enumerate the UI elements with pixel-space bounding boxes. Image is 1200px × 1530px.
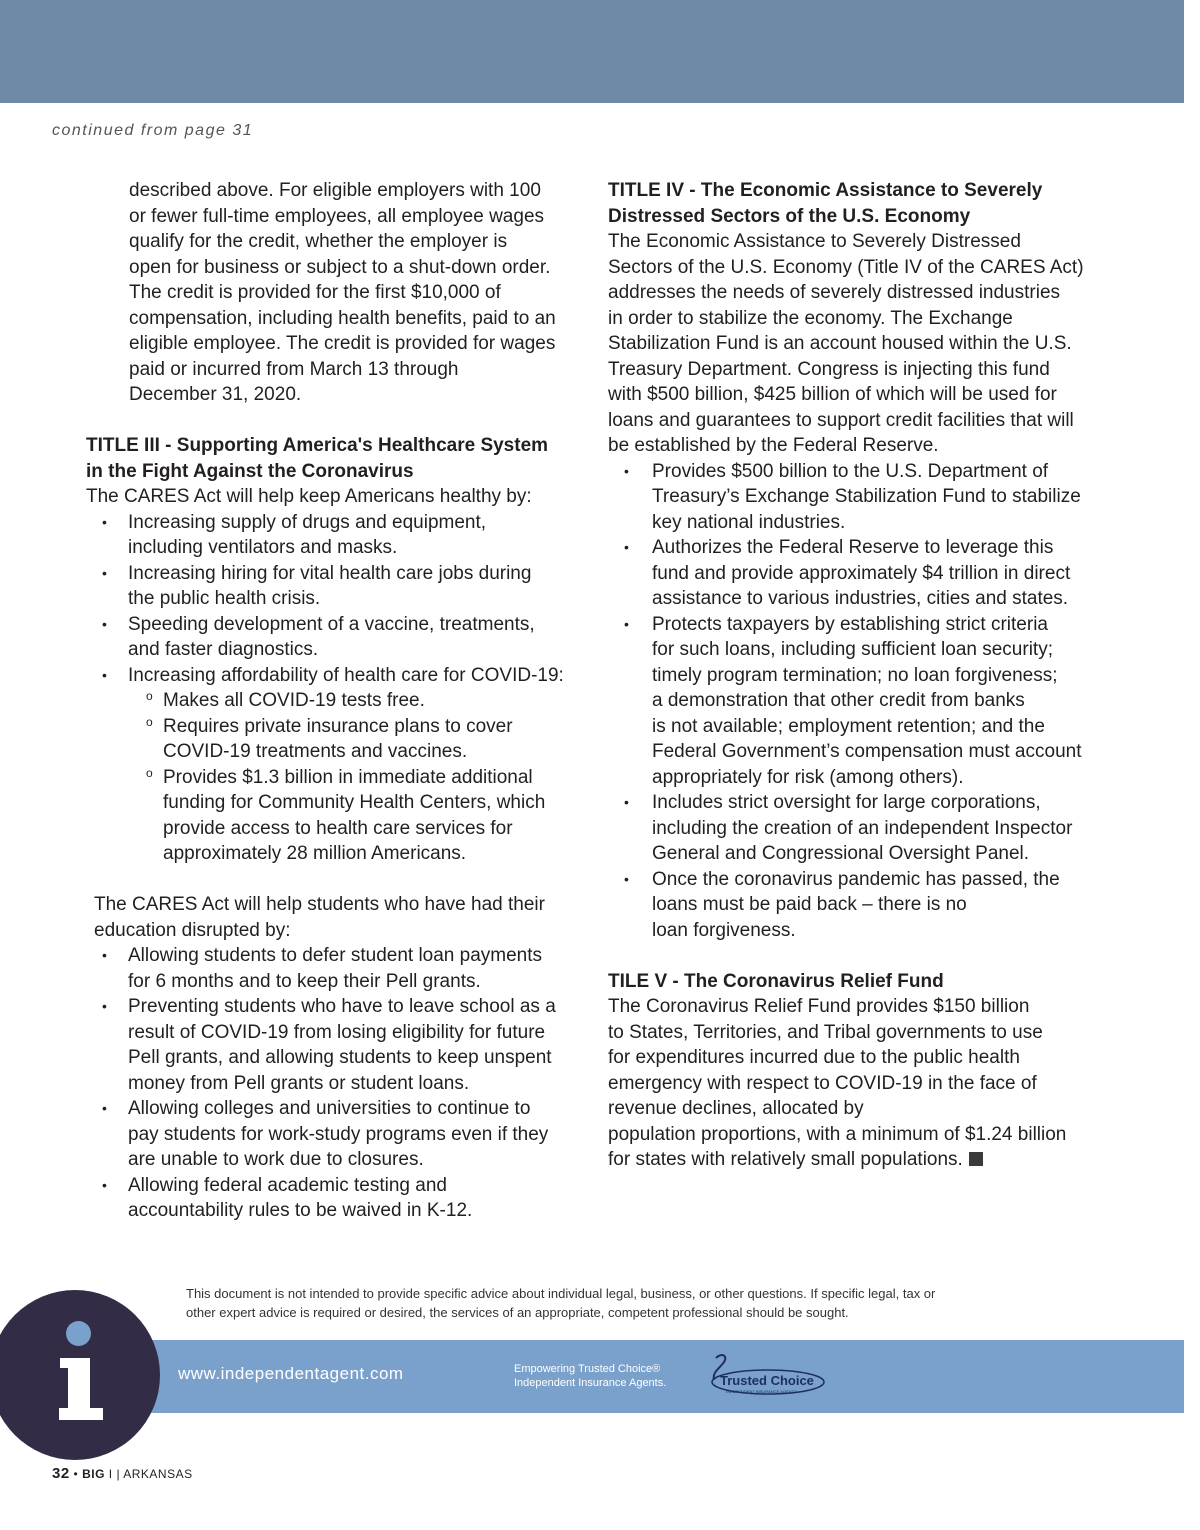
- section-heading: TITLE IV - The Economic Assistance to Severely: [608, 180, 1043, 201]
- footer-separator: |: [116, 1467, 121, 1481]
- text-line: for 6 months and to keep their Pell grants.: [128, 970, 481, 992]
- text-line: Treasury’s Exchange Stabilization Fund to stabilize: [652, 486, 1081, 507]
- text-line: • Allowing federal academic testing and: [128, 1174, 447, 1196]
- text-line: addresses the needs of severely distressed industries: [608, 282, 1061, 303]
- text-line: or fewer full-time employees, all employee wages: [129, 205, 545, 227]
- text-line: The Economic Assistance to Severely Distressed: [608, 231, 1021, 252]
- text-line: o Makes all COVID-19 tests free.: [163, 690, 425, 711]
- page-number: 32: [52, 1465, 70, 1482]
- text-line: key national industries.: [652, 511, 846, 533]
- text-line: approximately 28 million Americans.: [163, 843, 467, 864]
- text-line: appropriately for risk (among others).: [652, 766, 964, 788]
- text-line: • Increasing supply of drugs and equipment,: [128, 511, 487, 533]
- tagline: [514, 1362, 666, 1390]
- info-icon-dot: [66, 1321, 91, 1346]
- text-line: described above. For eligible employers with 100: [129, 180, 541, 201]
- text-line: qualify for the credit, whether the employer is: [129, 231, 508, 252]
- text-line: The credit is provided for the first $10,000 of: [129, 282, 501, 303]
- right-column: [608, 178, 1128, 1173]
- text-line: result of COVID-19 from losing eligibility for future: [128, 1021, 546, 1043]
- text-line: • Authorizes the Federal Reserve to leverage this: [652, 537, 1054, 558]
- list-item: [608, 535, 1128, 612]
- title-v-section: [608, 969, 1128, 1173]
- text-line: a demonstration that other credit from banks: [652, 690, 1025, 711]
- list-item: [86, 561, 601, 612]
- publication-mark: I: [108, 1467, 113, 1481]
- bullet-list: [608, 459, 1128, 944]
- text-line: is not available; employment retention; and the: [652, 715, 1045, 737]
- text-line: Stabilization Fund is an account housed within the U.S.: [608, 333, 1072, 354]
- text-line: funding for Community Health Centers, which: [163, 792, 546, 813]
- text-line: provide access to health care services for: [163, 817, 513, 839]
- header-band: [0, 0, 1184, 103]
- sub-list-item: [128, 688, 601, 714]
- text-line-content: for states with relatively small populations.: [608, 1149, 963, 1170]
- logo-subtext: INDEPENDENT INSURANCE AGENTS: [726, 1389, 797, 1394]
- text-line: Sectors of the U.S. Economy (Title IV of the CARES Act): [608, 256, 1084, 278]
- text-line: • Allowing colleges and universities to continue to: [128, 1098, 531, 1119]
- text-line: are unable to work due to closures.: [128, 1149, 424, 1170]
- title-iv-section: [608, 178, 1128, 943]
- list-item: [608, 459, 1128, 536]
- text-line: Federal Government’s compensation must account: [652, 741, 1082, 762]
- text-line: with $500 billion, $425 billion of which will be used for: [608, 384, 1057, 405]
- trusted-choice-logo: [708, 1350, 828, 1400]
- bullet-list: [86, 943, 601, 1224]
- sub-bullet-list: [128, 688, 601, 867]
- section-heading: TITLE III - Supporting America's Healthcare System: [86, 435, 549, 456]
- text-line: • Preventing students who have to leave school as a: [128, 996, 556, 1017]
- section-heading: in the Fight Against the Coronavirus: [86, 460, 414, 482]
- text-line: money from Pell grants or student loans.: [128, 1072, 470, 1094]
- text-line: • Once the coronavirus pandemic has passed, the: [652, 868, 1060, 890]
- text-line: including ventilators and masks.: [128, 537, 398, 558]
- text-line: General and Congressional Oversight Panel.: [652, 843, 1030, 864]
- text-line: population proportions, with a minimum of $1.24 billion: [608, 1123, 1067, 1145]
- list-item: [86, 1173, 601, 1224]
- info-icon-stem: [68, 1358, 90, 1412]
- list-item: [608, 790, 1128, 867]
- list-item: [86, 1096, 601, 1173]
- section-heading: Distressed Sectors of the U.S. Economy: [608, 205, 971, 227]
- text-line: and faster diagnostics.: [128, 639, 319, 660]
- text-line: timely program termination; no loan forgiveness;: [652, 664, 1058, 686]
- logo-text: Trusted Choice: [720, 1373, 814, 1388]
- text-line: paid or incurred from March 13 through: [129, 358, 459, 380]
- text-line: accountability rules to be waived in K-12.: [128, 1200, 473, 1221]
- text-line: in order to stabilize the economy. The Exchange: [608, 307, 1013, 329]
- text-line: [608, 1147, 1128, 1173]
- intro-paragraph: [86, 178, 601, 408]
- text-line: for expenditures incurred due to the public health: [608, 1047, 1020, 1068]
- tagline-line: Empowering Trusted Choice®: [514, 1363, 661, 1375]
- sub-list-item: [128, 765, 601, 867]
- text-line: December 31, 2020.: [129, 384, 302, 405]
- students-section: [86, 892, 601, 1224]
- info-icon-base: [59, 1408, 103, 1420]
- text-line: • Includes strict oversight for large corporations,: [652, 792, 1041, 813]
- list-item: [86, 943, 601, 994]
- text-line: pay students for work-study programs even if they: [128, 1123, 549, 1145]
- list-item: [608, 612, 1128, 791]
- text-line: o Provides $1.3 billion in immediate additional: [163, 766, 533, 788]
- list-item: [86, 612, 601, 663]
- text-line: revenue declines, allocated by: [608, 1098, 864, 1119]
- text-line: compensation, including health benefits, paid to an: [129, 307, 556, 329]
- tagline-line: Independent Insurance Agents.: [514, 1377, 667, 1389]
- end-mark-icon: [969, 1152, 983, 1166]
- website-link[interactable]: www.independentagent.com: [178, 1364, 404, 1383]
- list-item: [86, 994, 601, 1096]
- text-line: for such loans, including sufficient loan security;: [652, 639, 1053, 660]
- text-line: loans and guarantees to support credit facilities that will: [608, 409, 1074, 431]
- state-name: ARKANSAS: [123, 1467, 193, 1481]
- disclaimer: [186, 1284, 1066, 1322]
- text-line: assistance to various industries, cities and states.: [652, 588, 1069, 609]
- list-item: [86, 510, 601, 561]
- disclaimer-line: other expert advice is required or desired, the services of an appropriate, competent professional should be sought.: [186, 1305, 849, 1320]
- text-line: Pell grants, and allowing students to keep unspent: [128, 1047, 552, 1068]
- text-line: education disrupted by:: [94, 919, 291, 941]
- text-line: • Protects taxpayers by establishing strict criteria: [652, 613, 1048, 635]
- text-line: fund and provide approximately $4 trillion in direct: [652, 562, 1071, 584]
- text-line: • Allowing students to defer student loan payments: [128, 945, 543, 966]
- text-line: the public health crisis.: [128, 588, 321, 609]
- text-line: be established by the Federal Reserve.: [608, 435, 939, 456]
- text-line: open for business or subject to a shut-down order.: [129, 256, 551, 278]
- section-heading: TILE V - The Coronavirus Relief Fund: [608, 970, 944, 992]
- text-line: • Increasing hiring for vital health care jobs during: [128, 562, 532, 584]
- text-line: o Requires private insurance plans to cover: [163, 715, 513, 737]
- bullet-list: [86, 510, 601, 867]
- text-line: loan forgiveness.: [652, 919, 796, 941]
- publication-name: BIG: [82, 1467, 105, 1481]
- text-line: The CARES Act will help students who have had their: [94, 894, 545, 915]
- text-line: COVID-19 treatments and vaccines.: [163, 741, 468, 762]
- text-line: loans must be paid back – there is no: [652, 894, 967, 915]
- text-line: • Increasing affordability of health care for COVID-19:: [128, 664, 564, 686]
- sub-list-item: [128, 714, 601, 765]
- text-line: Treasury Department. Congress is injecting this fund: [608, 358, 1050, 380]
- footer-bullet: •: [73, 1467, 79, 1481]
- text-line: to States, Territories, and Tribal governments to use: [608, 1021, 1043, 1043]
- text-line: • Provides $500 billion to the U.S. Department of: [652, 460, 1049, 482]
- list-item: [608, 867, 1128, 944]
- title-iii-section: [86, 433, 601, 867]
- text-line: eligible employee. The credit is provided for wages: [129, 333, 556, 354]
- section-intro: The CARES Act will help keep Americans healthy by:: [86, 486, 532, 507]
- list-item: [86, 663, 601, 867]
- continued-note: continued from page 31: [52, 122, 254, 139]
- disclaimer-line: This document is not intended to provide specific advice about individual legal, business, or other questions. If specific legal, tax or: [186, 1286, 936, 1301]
- text-line: emergency with respect to COVID-19 in the face of: [608, 1072, 1037, 1094]
- left-column: [86, 178, 601, 1224]
- text-line: including the creation of an independent Inspector: [652, 817, 1073, 839]
- page-footer: [52, 1465, 193, 1482]
- text-line: The Coronavirus Relief Fund provides $150 billion: [608, 996, 1030, 1017]
- text-line: • Speeding development of a vaccine, treatments,: [128, 613, 535, 635]
